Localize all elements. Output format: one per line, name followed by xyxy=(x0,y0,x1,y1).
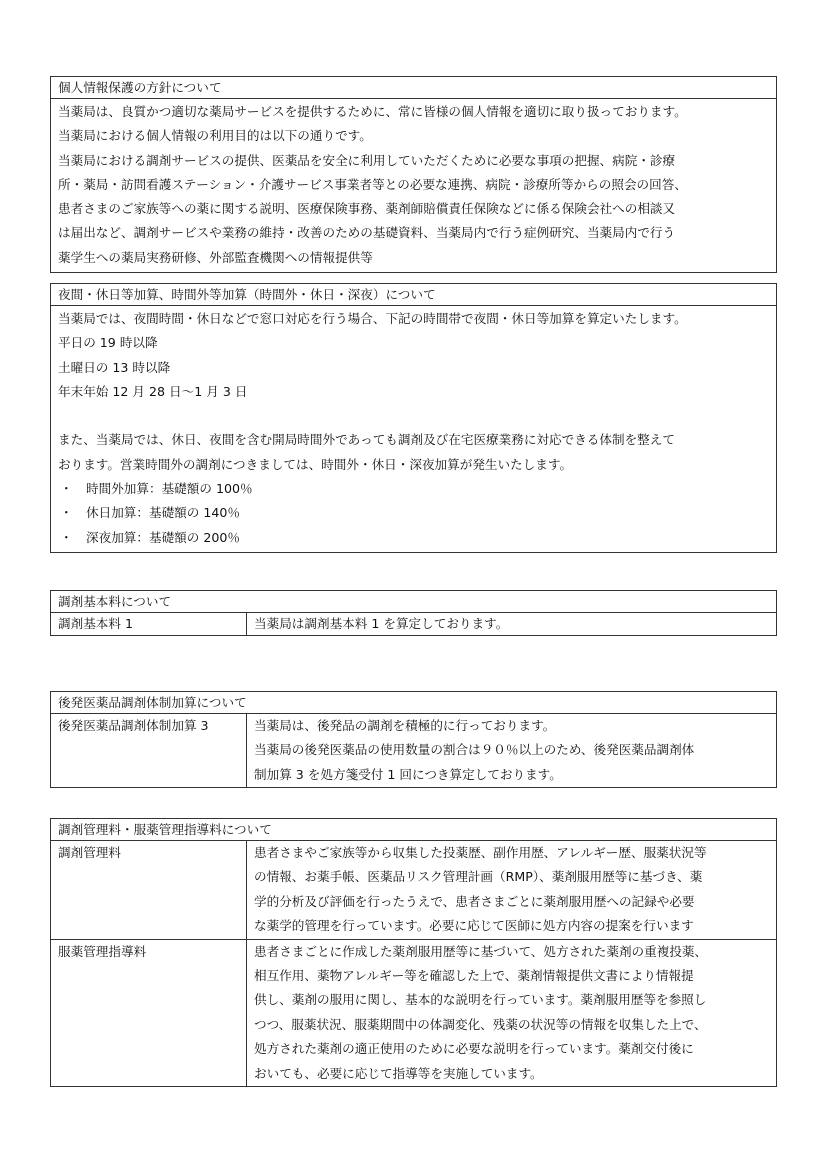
bullet-item xyxy=(58,526,769,550)
privacy-line: 当薬局における調剤サービスの提供、医薬品を安全に利用していただくために必要な事項の把握、病院・診療 xyxy=(58,152,676,168)
privacy-line: 患者さまのご家族等への薬に関する説明、医療保険事務、薬剤師賠償責任保険などに係る保険会社への相談又 xyxy=(58,201,676,217)
night-line: 年末年始 12 月 28 日〜1 月 3 日 xyxy=(58,383,248,399)
basic-title: 調剤基本料について xyxy=(51,591,776,613)
night-line: また、当薬局では、休日、夜間を含む開局時間外であっても調剤及び在宅医療業務に対応できる体制を整えて xyxy=(58,432,675,448)
privacy-line: 当薬局における個人情報の利用目的は以下の通りです。 xyxy=(58,128,372,144)
spacer xyxy=(58,404,769,428)
basic-row xyxy=(51,613,776,635)
privacy-body xyxy=(51,99,776,272)
management-text-cell xyxy=(247,841,776,939)
generic-line: 当薬局の後発医薬品の使用数量の割合は９０％以上のため、後発医薬品調剤体 xyxy=(254,742,695,758)
management-line: つつ、服薬状況、服薬期間中の体調変化、残薬の状況等の情報を収集した上で、 xyxy=(254,1016,707,1032)
management-label-cell xyxy=(51,841,247,939)
privacy-line: 当薬局は、良質かつ適切な薬局サービスを提供するために、常に皆様の個人情報を適切に取り扱っております。 xyxy=(58,104,687,119)
night-line: 平日の 19 時以降 xyxy=(58,335,158,351)
management-line: 患者さまやご家族等から収集した投薬歴、副作用歴、アレルギー歴、服薬状況等 xyxy=(254,845,707,860)
management-line: 供し、薬剤の服用に関し、基本的な説明を行っています。薬剤服用歴等を参照し xyxy=(254,992,707,1008)
generic-row xyxy=(51,714,776,787)
night-section xyxy=(50,283,777,553)
basic-label: 調剤基本料 1 xyxy=(51,613,247,635)
management-label: 調剤管理料 xyxy=(58,845,121,860)
management-label: 服薬管理指導料 xyxy=(58,943,147,959)
management-line: 処方された薬剤の適正使用のために必要な説明を行っています。薬剤交付後に xyxy=(254,1041,694,1057)
generic-label: 後発医薬品調剤体制加算 3 xyxy=(58,718,209,733)
bullet-symbol: ・ xyxy=(60,529,73,545)
management-line: 学的分析及び評価を行ったうえで、患者さまごとに薬剤服用歴への記録や必要 xyxy=(254,893,695,909)
bullet-text: 休日加算：基礎額の 140％ xyxy=(86,505,240,521)
generic-section xyxy=(50,691,777,788)
bullet-item xyxy=(58,501,769,525)
generic-line: 当薬局は、後発品の調剤を積極的に行っております。 xyxy=(254,718,556,733)
privacy-line: 所・薬局・訪問看護ステーション・介護サービス事業者等との必要な連携、病院・診療所等からの照会の回答、 xyxy=(58,176,687,192)
management-line: 相互作用、薬物アレルギー等を確認した上で、薬剤情報提供文書により情報提 xyxy=(254,967,694,983)
management-label-cell xyxy=(51,940,247,1086)
privacy-section xyxy=(50,76,777,273)
privacy-line: 薬学生への薬局実務研修、外部監査機関への情報提供等 xyxy=(58,249,373,265)
management-line: 患者さまごとに作成した薬剤服用歴等に基づいて、処方された薬剤の重複投薬、 xyxy=(254,943,708,959)
management-section xyxy=(50,818,777,1087)
night-line: おります。営業時間外の調剤につきましては、時間外・休日・深夜加算が発生いたします。 xyxy=(58,456,573,472)
privacy-title: 個人情報保護の方針について xyxy=(51,77,776,99)
night-line: 当薬局では、夜間時間・休日などで窓口対応を行う場合、下記の時間帯で夜間・休日等加算を算定いたします。 xyxy=(58,311,687,326)
generic-title: 後発医薬品調剤体制加算について xyxy=(51,692,776,714)
night-line: 土曜日の 13 時以降 xyxy=(58,359,171,375)
bullet-symbol: ・ xyxy=(60,481,73,497)
management-row xyxy=(51,939,776,1086)
management-text-cell xyxy=(247,940,776,1086)
basic-text: 当薬局は調剤基本料 1 を算定しております。 xyxy=(254,616,509,631)
privacy-line: は届出など、調剤サービスや業務の維持・改善のための基礎資料、当薬局内で行う症例研究、当薬局内で行う xyxy=(58,225,676,241)
generic-label-cell xyxy=(51,714,247,787)
management-row xyxy=(51,841,776,939)
bullet-symbol: ・ xyxy=(60,505,73,521)
generic-text-cell xyxy=(247,714,776,787)
bullet-text: 時間外加算：基礎額の 100％ xyxy=(86,481,253,497)
management-line: おいても、必要に応じて指導等を実施しています。 xyxy=(254,1065,543,1081)
generic-line: 制加算 3 を処方箋受付 1 回につき算定しております。 xyxy=(254,766,562,782)
bullet-text: 深夜加算：基礎額の 200％ xyxy=(86,529,240,545)
management-line: な薬学的管理を行っています。必要に応じて医師に処方内容の提案を行います xyxy=(254,918,694,934)
management-title: 調剤管理料・服薬管理指導料について xyxy=(51,819,776,841)
basic-section xyxy=(50,590,777,636)
bullet-item xyxy=(58,477,769,501)
management-line: の情報、お薬手帳、医薬品リスク管理計画（RMP）、薬剤服用歴等に基づき、薬 xyxy=(254,869,703,885)
night-body xyxy=(51,306,776,552)
night-title: 夜間・休日等加算、時間外等加算（時間外・休日・深夜）について xyxy=(51,284,776,306)
